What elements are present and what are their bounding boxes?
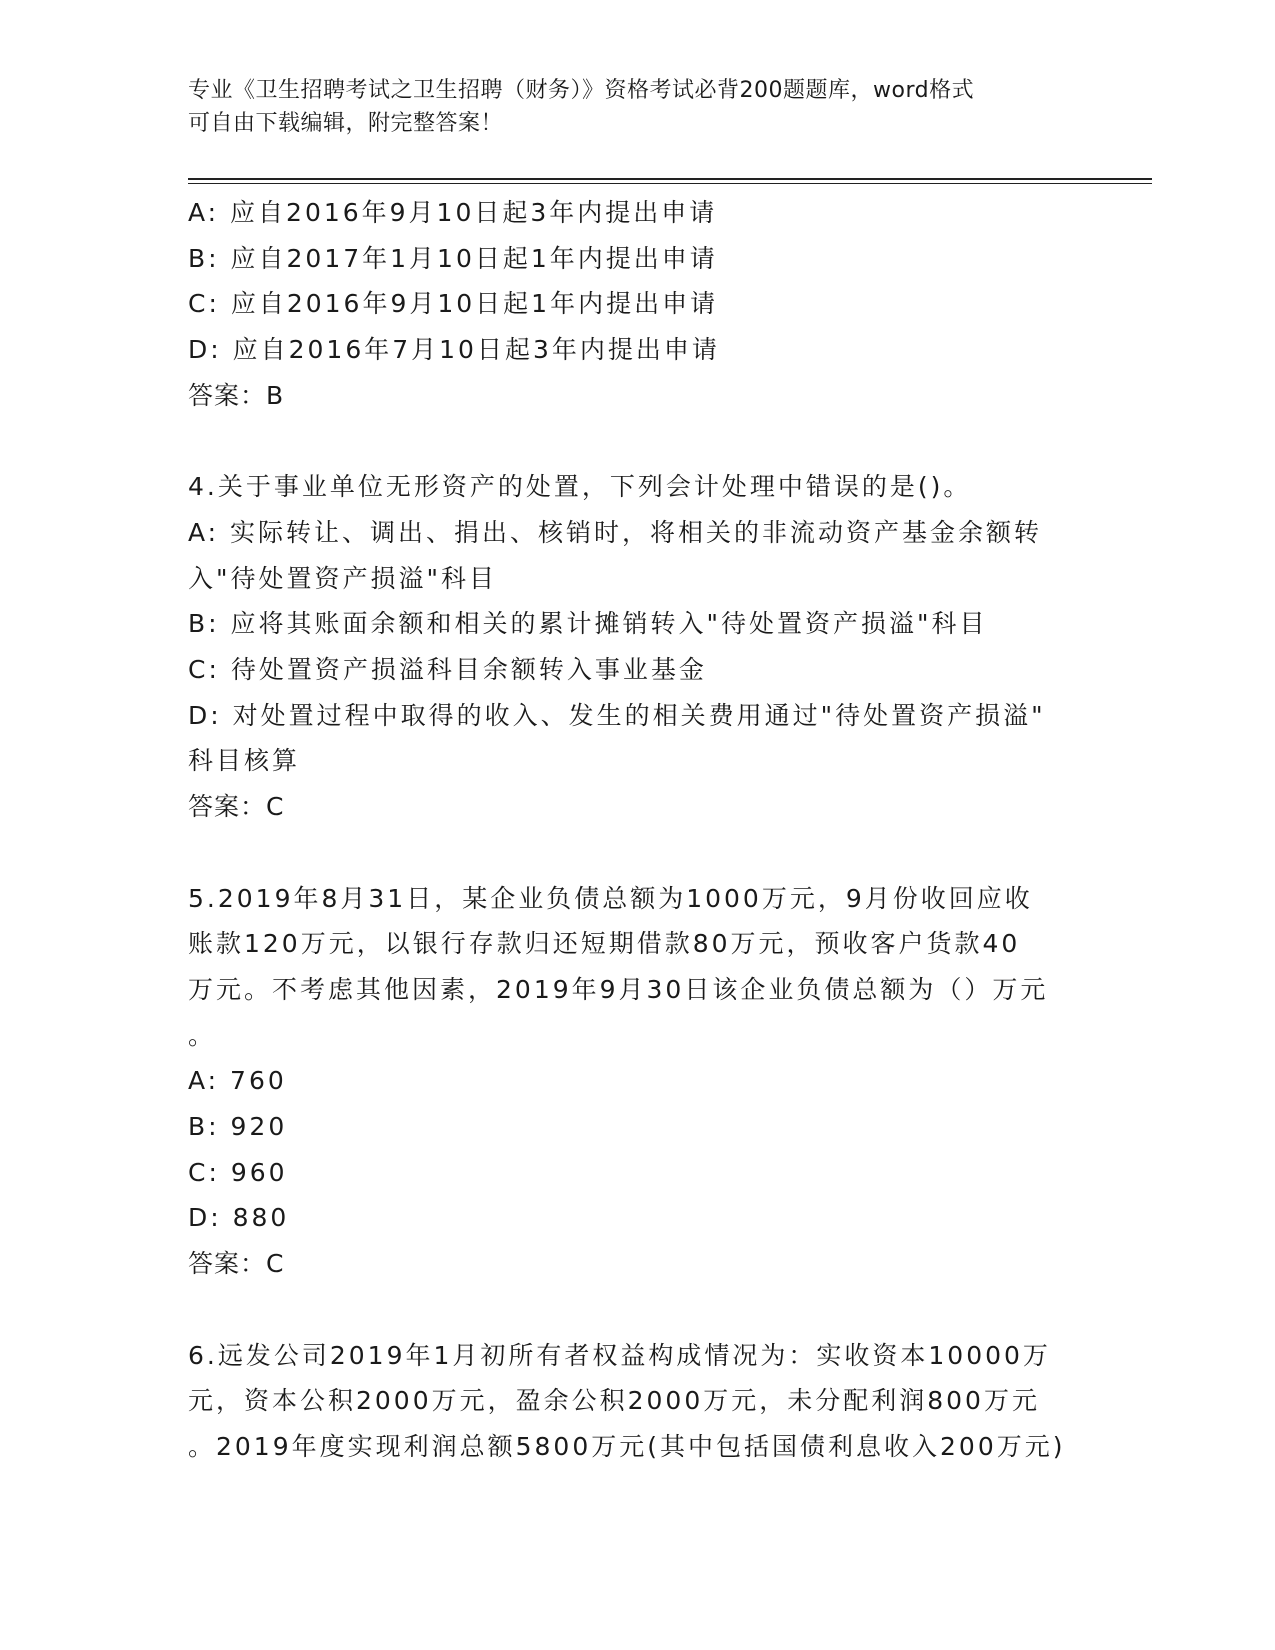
question-stem-line-4: 。	[188, 1020, 217, 1050]
header-title-line-2: 可自由下载编辑，附完整答案！	[188, 111, 504, 136]
question-5	[188, 876, 1088, 1287]
question-stem-line-3: 万元。不考虑其他因素，2019年9月30日该企业负债总额为（）万元	[188, 974, 1049, 1004]
question-stem: 4.关于事业单位无形资产的处置，下列会计处理中错误的是()。	[188, 472, 972, 502]
option-d: D: 对处置过程中取得的收入、发生的相关费用通过"待处置资产损溢"	[188, 700, 1046, 730]
question-3-options	[188, 190, 1088, 419]
header-title-line-1: 专业《卫生招聘考试之卫生招聘（财务）》资格考试必背200题题库，word格式	[188, 78, 975, 103]
document-header	[188, 74, 1078, 140]
header-divider-thin	[188, 183, 1152, 184]
question-stem-line-1: 6.远发公司2019年1月初所有者权益构成情况为：实收资本10000万	[188, 1340, 1051, 1370]
option-d-continued: 科目核算	[188, 746, 301, 776]
option-a-continued: 入"待处置资产损溢"科目	[188, 563, 497, 593]
question-stem-line-3: 。2019年度实现利润总额5800万元(其中包括国债利息收入200万元)	[188, 1431, 1066, 1461]
spacer	[188, 830, 1088, 876]
answer-label: 答案：C	[188, 792, 285, 822]
option-c: C: 960	[188, 1157, 288, 1187]
spacer	[188, 1287, 1088, 1333]
option-b: B: 应自2017年1月10日起1年内提出申请	[188, 243, 718, 273]
option-c: C: 应自2016年9月10日起1年内提出申请	[188, 289, 719, 319]
question-4	[188, 464, 1088, 830]
option-d: D: 880	[188, 1203, 290, 1233]
option-d: D: 应自2016年7月10日起3年内提出申请	[188, 335, 720, 365]
answer-label: 答案：C	[188, 1249, 285, 1279]
option-a: A: 实际转让、调出、捐出、核销时，将相关的非流动资产基金余额转	[188, 517, 1043, 547]
question-stem-line-2: 账款120万元，以银行存款归还短期借款80万元，预收客户货款40	[188, 929, 1021, 959]
spacer	[188, 419, 1088, 465]
question-stem-line-1: 5.2019年8月31日，某企业负债总额为1000万元，9月份收回应收	[188, 883, 1033, 913]
answer-label: 答案：B	[188, 380, 285, 410]
option-b: B: 应将其账面余额和相关的累计摊销转入"待处置资产损溢"科目	[188, 609, 988, 639]
option-a: A: 760	[188, 1066, 287, 1096]
question-stem-line-2: 元，资本公积2000万元，盈余公积2000万元，未分配利润800万元	[188, 1386, 1040, 1416]
option-b: B: 920	[188, 1112, 288, 1142]
header-divider-thick	[188, 178, 1152, 180]
option-a: A: 应自2016年9月10日起3年内提出申请	[188, 198, 718, 227]
option-c: C: 待处置资产损溢科目余额转入事业基金	[188, 655, 707, 685]
question-6	[188, 1333, 1088, 1470]
question-content	[188, 190, 1088, 1470]
